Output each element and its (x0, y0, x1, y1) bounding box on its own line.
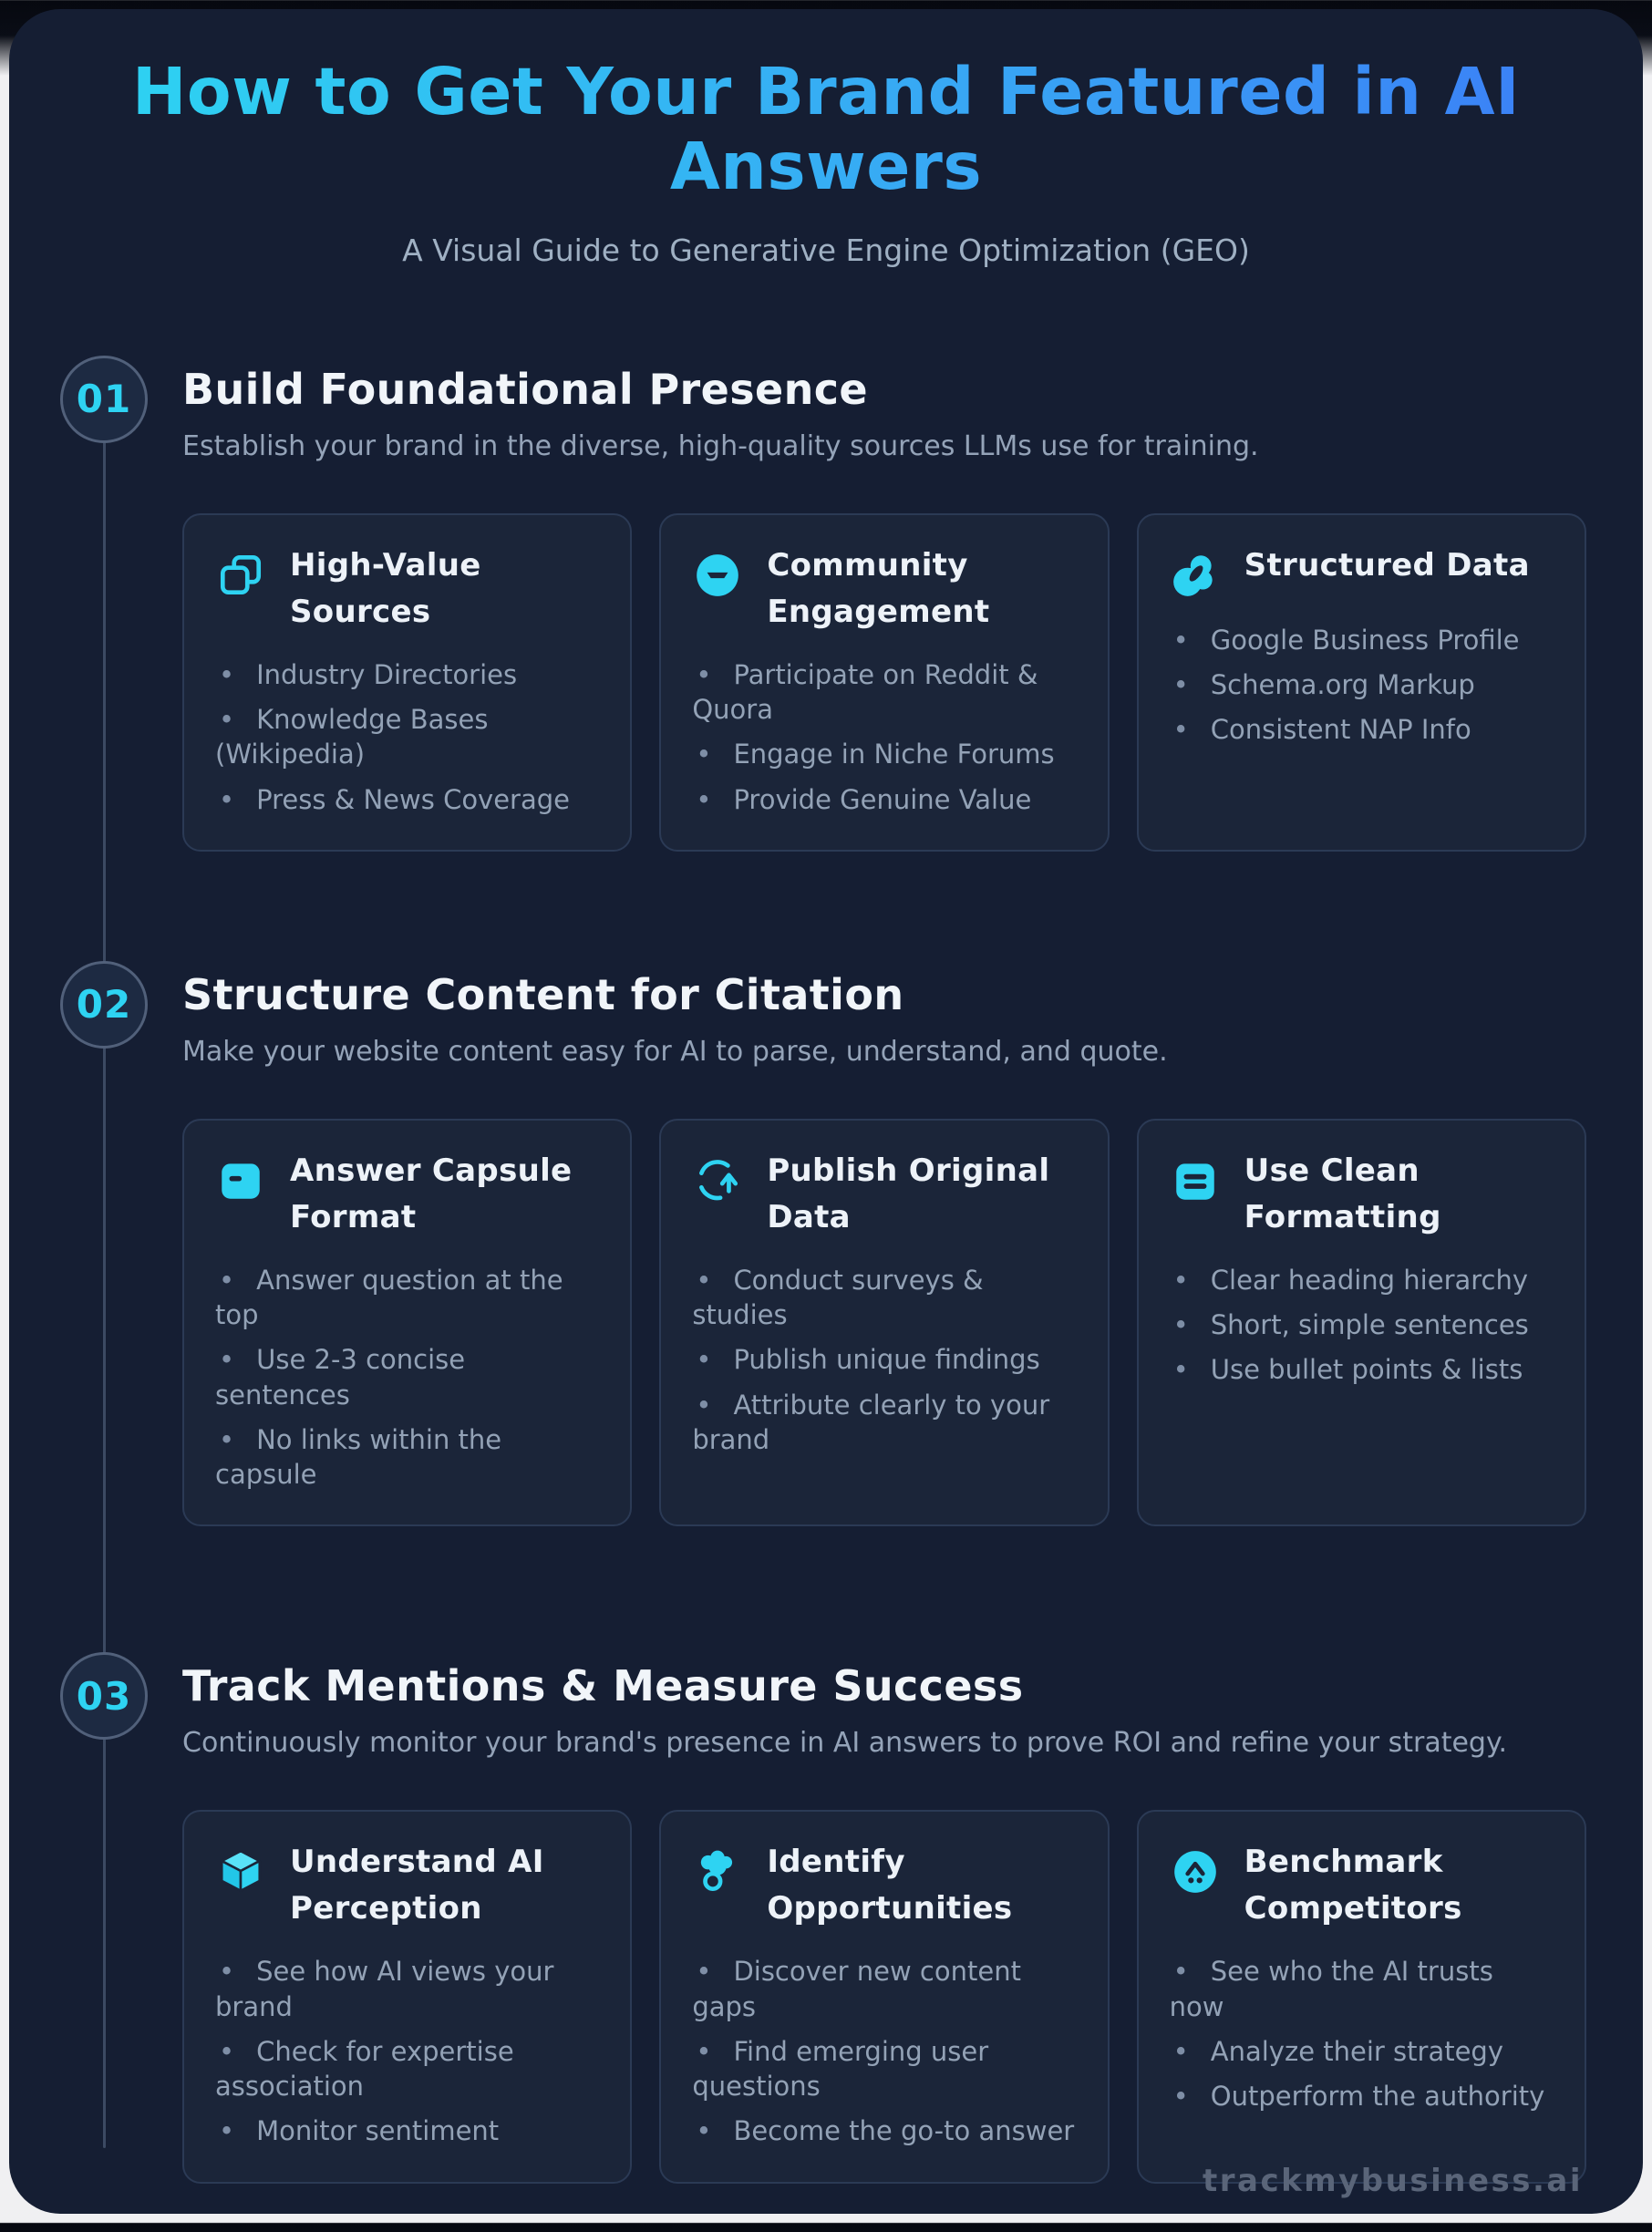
card-items (215, 1263, 599, 1493)
info-card (659, 1810, 1109, 2183)
bullet-dot: • (1172, 1309, 1189, 1341)
bullet-dot: • (219, 703, 235, 735)
bullet-dot: • (696, 2035, 712, 2067)
list-item (692, 657, 1076, 728)
card-header (692, 1839, 1076, 1932)
bullet-dot: • (696, 1956, 712, 1988)
info-card (659, 513, 1109, 852)
bullet-dot: • (1172, 714, 1189, 746)
chat-circle-icon (692, 550, 743, 601)
card-title: Publish Original Data (767, 1152, 1050, 1235)
list-item-text: No links within the capsule (215, 1423, 502, 1491)
list-item (1170, 623, 1554, 657)
info-card (182, 1119, 632, 1527)
card-items (1170, 623, 1554, 748)
card-header (215, 1148, 599, 1241)
list-item (215, 782, 599, 817)
bullet-dot: • (696, 2115, 712, 2147)
section-title: Track Mentions & Measure Success (182, 1661, 1024, 1711)
bullet-dot: • (696, 783, 712, 815)
list-item-text: Consistent NAP Info (1210, 714, 1471, 746)
bullet-dot: • (219, 1344, 235, 1376)
bullet-dot: • (696, 658, 712, 690)
bullet-dot: • (696, 1389, 712, 1421)
list-item-text: Answer question at the top (215, 1264, 563, 1331)
bullet-dot: • (219, 2115, 235, 2147)
benchmark-icon (1170, 1846, 1221, 1897)
bullet-dot: • (219, 658, 235, 690)
bullet-dot: • (219, 1956, 235, 1988)
info-card (182, 1810, 632, 2183)
step-number-badge (60, 961, 148, 1049)
card-title: Structured Data (1244, 546, 1530, 584)
cube-icon (215, 1846, 266, 1897)
card-header (1170, 542, 1554, 601)
list-item (1170, 667, 1554, 702)
card-items (1170, 1263, 1554, 1388)
list-item-text: Industry Directories (256, 658, 518, 690)
list-item (215, 702, 599, 772)
step-number-badge (60, 356, 148, 443)
list-item-text: Google Business Profile (1210, 624, 1520, 656)
list-item (1170, 2034, 1554, 2069)
list-item-text: Conduct surveys & studies (692, 1264, 984, 1331)
capsule-minus-icon (215, 1155, 266, 1206)
list-item (692, 2034, 1076, 2104)
opportunities-icon (692, 1846, 743, 1897)
list-item-text: Schema.org Markup (1210, 668, 1475, 700)
list-item-text: Press & News Coverage (256, 783, 571, 815)
card-title: Benchmark Competitors (1244, 1844, 1462, 1927)
card-title: Community Engagement (767, 546, 990, 630)
step-body (182, 365, 1586, 852)
list-item-text: Use bullet points & lists (1210, 1354, 1523, 1386)
list-item (692, 1263, 1076, 1333)
card-title: Answer Capsule Format (290, 1152, 573, 1235)
list-item (1170, 1263, 1554, 1297)
bullet-dot: • (219, 1423, 235, 1455)
bullet-dot: • (219, 1264, 235, 1296)
section-description: Establish your brand in the diverse, high-quality sources LLMs use for training. (182, 429, 1259, 462)
step-section-03 (9, 1661, 1643, 2183)
step-body (182, 1661, 1586, 2183)
structured-data-icon (1170, 550, 1221, 601)
list-item-text: Outperform the authority (1210, 2081, 1545, 2113)
list-item (215, 2113, 599, 2148)
card-header (692, 1148, 1076, 1241)
list-item (692, 2113, 1076, 2148)
bullet-dot: • (1172, 1354, 1189, 1386)
step-section-02 (9, 970, 1643, 1527)
info-card (182, 513, 632, 852)
bullet-dot: • (219, 2035, 235, 2067)
list-item (215, 657, 599, 692)
bullet-dot: • (696, 1344, 712, 1376)
list-item-text: Knowledge Bases (Wikipedia) (215, 703, 489, 770)
list-item (215, 1954, 599, 2024)
infographic-panel (9, 9, 1643, 2214)
copy-icon (215, 550, 266, 601)
card-header (1170, 1839, 1554, 1932)
bullet-dot: • (1172, 668, 1189, 700)
bullet-dot: • (219, 783, 235, 815)
list-item-text: Check for expertise association (215, 2035, 514, 2103)
info-card (659, 1119, 1109, 1527)
clean-format-icon (1170, 1155, 1221, 1206)
list-item (692, 782, 1076, 817)
bullet-dot: • (1172, 624, 1189, 656)
list-item-text: Short, simple sentences (1210, 1309, 1529, 1341)
bullet-dot: • (1172, 1956, 1189, 1988)
list-item (1170, 2079, 1554, 2113)
list-item (215, 1342, 599, 1412)
card-title: Use Clean Formatting (1244, 1152, 1441, 1235)
step-body (182, 970, 1586, 1527)
card-title: High-Value Sources (290, 546, 481, 630)
card-header (1170, 1148, 1554, 1241)
list-item-text: Clear heading hierarchy (1210, 1264, 1529, 1296)
bullet-dot: • (696, 1264, 712, 1296)
step-number: 01 (76, 377, 132, 422)
step-number: 02 (76, 982, 132, 1028)
page-title: How to Get Your Brand Featured in AI Answers (66, 55, 1586, 205)
list-item-text: Provide Genuine Value (733, 783, 1032, 815)
card-header (215, 542, 599, 636)
list-item-text: Engage in Niche Forums (733, 739, 1055, 770)
section-title: Build Foundational Presence (182, 364, 869, 414)
list-item (692, 1388, 1076, 1458)
section-title: Structure Content for Citation (182, 969, 904, 1019)
sections-container (9, 365, 1643, 2184)
card-items (1170, 1954, 1554, 2113)
publish-sync-icon (692, 1155, 743, 1206)
list-item (1170, 1307, 1554, 1342)
card-items (692, 1263, 1076, 1457)
list-item (692, 737, 1076, 771)
bullet-dot: • (696, 739, 712, 770)
info-card (1137, 1810, 1586, 2183)
list-item-text: Monitor sentiment (256, 2115, 500, 2147)
list-item-text: Use 2-3 concise sentences (215, 1344, 466, 1410)
list-item-text: See who the AI trusts now (1169, 1956, 1493, 2022)
step-number: 03 (76, 1673, 132, 1719)
list-item-text: Participate on Reddit & Quora (692, 658, 1038, 725)
card-header (692, 542, 1076, 636)
info-card (1137, 513, 1586, 852)
list-item-text: Attribute clearly to your brand (692, 1389, 1050, 1455)
list-item-text: Publish unique findings (733, 1344, 1040, 1376)
list-item (692, 1954, 1076, 2024)
cards-row (182, 1119, 1586, 1527)
list-item-text: Discover new content gaps (692, 1956, 1021, 2022)
list-item (1170, 712, 1554, 747)
card-items (215, 657, 599, 817)
card-title: Understand AI Perception (290, 1844, 544, 1927)
card-title: Identify Opportunities (767, 1844, 1013, 1927)
section-description: Continuously monitor your brand's presence in AI answers to prove ROI and refine your strategy. (182, 1727, 1507, 1760)
list-item-text: Find emerging user questions (692, 2035, 989, 2103)
cards-row (182, 1810, 1586, 2183)
brand-watermark: trackmybusiness.ai (1202, 2163, 1583, 2199)
card-items (692, 1954, 1076, 2148)
list-item (692, 1342, 1076, 1377)
list-item-text: Become the go-to answer (733, 2115, 1075, 2147)
list-item (1170, 1954, 1554, 2024)
card-items (692, 657, 1076, 817)
list-item (215, 1422, 599, 1493)
cards-row (182, 513, 1586, 852)
list-item-text: See how AI views your brand (215, 1956, 554, 2022)
section-description: Make your website content easy for AI to parse, understand, and quote. (182, 1035, 1168, 1068)
bullet-dot: • (1172, 1264, 1189, 1296)
step-section-01 (9, 365, 1643, 852)
step-number-badge (60, 1652, 148, 1740)
info-card (1137, 1119, 1586, 1527)
card-items (215, 1954, 599, 2148)
bullet-dot: • (1172, 2035, 1189, 2067)
list-item (215, 2034, 599, 2104)
list-item (1170, 1352, 1554, 1387)
list-item (215, 1263, 599, 1333)
page-subtitle: A Visual Guide to Generative Engine Optimization (GEO) (402, 232, 1250, 268)
card-header (215, 1839, 599, 1932)
bullet-dot: • (1172, 2081, 1189, 2113)
list-item-text: Analyze their strategy (1210, 2035, 1504, 2067)
